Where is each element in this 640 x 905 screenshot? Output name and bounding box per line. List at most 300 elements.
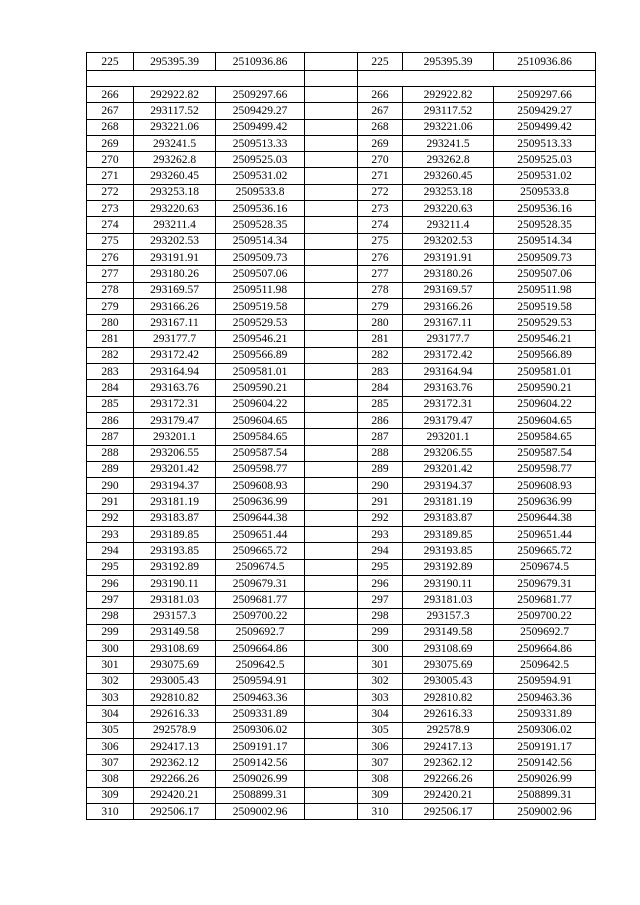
left-point-id-cell: 275 (87, 233, 134, 249)
separator-cell (305, 510, 358, 526)
table-row (87, 217, 596, 233)
left-y-coordinate-cell: 2509306.02 (216, 722, 305, 738)
right-point-id-cell: 283 (358, 364, 403, 380)
separator-cell (305, 641, 358, 657)
left-y-coordinate-cell: 2509529.53 (216, 315, 305, 331)
empty-cell-left (87, 71, 305, 87)
left-point-id-cell: 281 (87, 331, 134, 347)
left-x-coordinate-cell: 293169.57 (134, 282, 216, 298)
separator-cell (305, 87, 358, 103)
left-x-coordinate-cell: 292578.9 (134, 722, 216, 738)
right-x-coordinate-cell: 293253.18 (403, 184, 494, 200)
separator-cell (305, 738, 358, 754)
right-point-id-cell: 295 (358, 559, 403, 575)
table-row (87, 543, 596, 559)
separator-cell (305, 478, 358, 494)
left-point-id-cell: 266 (87, 87, 134, 103)
table-row (87, 168, 596, 184)
right-x-coordinate-cell: 293117.52 (403, 103, 494, 119)
left-point-id-cell: 289 (87, 461, 134, 477)
right-point-id-cell: 287 (358, 429, 403, 445)
table-row (87, 298, 596, 314)
left-x-coordinate-cell: 293157.3 (134, 608, 216, 624)
table-row (87, 738, 596, 754)
table-row (87, 103, 596, 119)
right-y-coordinate-cell: 2509529.53 (494, 315, 596, 331)
table-row (87, 87, 596, 103)
right-x-coordinate-cell: 293262.8 (403, 152, 494, 168)
left-y-coordinate-cell: 2509664.86 (216, 641, 305, 657)
separator-cell (305, 53, 358, 71)
left-x-coordinate-cell: 293262.8 (134, 152, 216, 168)
table-row (87, 641, 596, 657)
left-x-coordinate-cell: 292506.17 (134, 804, 216, 820)
right-x-coordinate-cell: 293075.69 (403, 657, 494, 673)
left-x-coordinate-cell: 293167.11 (134, 315, 216, 331)
right-y-coordinate-cell: 2509531.02 (494, 168, 596, 184)
right-point-id-cell: 268 (358, 119, 403, 135)
left-x-coordinate-cell: 292922.82 (134, 87, 216, 103)
left-y-coordinate-cell: 2509587.54 (216, 445, 305, 461)
table-row (87, 380, 596, 396)
left-point-id-cell: 303 (87, 689, 134, 705)
right-y-coordinate-cell: 2509191.17 (494, 738, 596, 754)
right-y-coordinate-cell: 2509692.7 (494, 624, 596, 640)
left-x-coordinate-cell: 293194.37 (134, 478, 216, 494)
right-point-id-cell: 288 (358, 445, 403, 461)
right-x-coordinate-cell: 293177.7 (403, 331, 494, 347)
table-row (87, 53, 596, 71)
left-point-id-cell: 307 (87, 755, 134, 771)
left-x-coordinate-cell: 293149.58 (134, 624, 216, 640)
table-row (87, 364, 596, 380)
empty-cell-right (358, 71, 596, 87)
right-point-id-cell: 279 (358, 298, 403, 314)
separator-cell (305, 575, 358, 591)
left-x-coordinate-cell: 293202.53 (134, 233, 216, 249)
left-x-coordinate-cell: 293163.76 (134, 380, 216, 396)
left-x-coordinate-cell: 293192.89 (134, 559, 216, 575)
right-y-coordinate-cell: 2509594.91 (494, 673, 596, 689)
left-y-coordinate-cell: 2509528.35 (216, 217, 305, 233)
right-point-id-cell: 305 (358, 722, 403, 738)
right-x-coordinate-cell: 293206.55 (403, 445, 494, 461)
table-row (87, 429, 596, 445)
table-row (87, 445, 596, 461)
right-y-coordinate-cell: 2509536.16 (494, 201, 596, 217)
left-y-coordinate-cell: 2509514.34 (216, 233, 305, 249)
left-y-coordinate-cell: 2509642.5 (216, 657, 305, 673)
left-x-coordinate-cell: 293183.87 (134, 510, 216, 526)
right-point-id-cell: 269 (358, 135, 403, 151)
right-point-id-cell: 290 (358, 478, 403, 494)
right-point-id-cell: 309 (358, 787, 403, 803)
right-x-coordinate-cell: 293202.53 (403, 233, 494, 249)
right-point-id-cell: 303 (358, 689, 403, 705)
table-row (87, 527, 596, 543)
left-y-coordinate-cell: 2509519.58 (216, 298, 305, 314)
left-y-coordinate-cell: 2509644.38 (216, 510, 305, 526)
right-x-coordinate-cell: 293172.31 (403, 396, 494, 412)
table-row (87, 608, 596, 624)
separator-cell (305, 706, 358, 722)
separator-cell (305, 282, 358, 298)
left-y-coordinate-cell: 2509604.22 (216, 396, 305, 412)
left-x-coordinate-cell: 292417.13 (134, 738, 216, 754)
table-row (87, 233, 596, 249)
right-x-coordinate-cell: 293005.43 (403, 673, 494, 689)
right-x-coordinate-cell: 293167.11 (403, 315, 494, 331)
left-point-id-cell: 277 (87, 266, 134, 282)
left-point-id-cell: 225 (87, 53, 134, 71)
right-y-coordinate-cell: 2509566.89 (494, 347, 596, 363)
left-x-coordinate-cell: 292810.82 (134, 689, 216, 705)
right-x-coordinate-cell: 293180.26 (403, 266, 494, 282)
table-row (87, 592, 596, 608)
right-point-id-cell: 294 (358, 543, 403, 559)
right-y-coordinate-cell: 2509499.42 (494, 119, 596, 135)
right-x-coordinate-cell: 292420.21 (403, 787, 494, 803)
right-y-coordinate-cell: 2509584.65 (494, 429, 596, 445)
left-point-id-cell: 269 (87, 135, 134, 151)
table-row (87, 478, 596, 494)
left-x-coordinate-cell: 292616.33 (134, 706, 216, 722)
separator-cell (305, 804, 358, 820)
right-x-coordinate-cell: 293191.91 (403, 249, 494, 265)
separator-cell (305, 135, 358, 151)
right-point-id-cell: 271 (358, 168, 403, 184)
right-y-coordinate-cell: 2509533.8 (494, 184, 596, 200)
table-row (87, 331, 596, 347)
left-y-coordinate-cell: 2509594.91 (216, 673, 305, 689)
right-point-id-cell: 296 (358, 575, 403, 591)
right-y-coordinate-cell: 2509700.22 (494, 608, 596, 624)
left-x-coordinate-cell: 293201.42 (134, 461, 216, 477)
right-point-id-cell: 273 (358, 201, 403, 217)
table-row (87, 249, 596, 265)
table-row (87, 559, 596, 575)
left-x-coordinate-cell: 293177.7 (134, 331, 216, 347)
left-point-id-cell: 304 (87, 706, 134, 722)
separator-cell (305, 673, 358, 689)
right-y-coordinate-cell: 2509463.36 (494, 689, 596, 705)
right-x-coordinate-cell: 293149.58 (403, 624, 494, 640)
left-point-id-cell: 297 (87, 592, 134, 608)
table-row (87, 787, 596, 803)
table-row (87, 494, 596, 510)
left-point-id-cell: 310 (87, 804, 134, 820)
left-point-id-cell: 271 (87, 168, 134, 184)
table-row (87, 461, 596, 477)
left-y-coordinate-cell: 2509513.33 (216, 135, 305, 151)
right-y-coordinate-cell: 2510936.86 (494, 53, 596, 71)
left-point-id-cell: 309 (87, 787, 134, 803)
left-y-coordinate-cell: 2509692.7 (216, 624, 305, 640)
left-y-coordinate-cell: 2509665.72 (216, 543, 305, 559)
right-y-coordinate-cell: 2509581.01 (494, 364, 596, 380)
right-y-coordinate-cell: 2509590.21 (494, 380, 596, 396)
right-x-coordinate-cell: 293164.94 (403, 364, 494, 380)
right-point-id-cell: 266 (358, 87, 403, 103)
right-x-coordinate-cell: 292578.9 (403, 722, 494, 738)
left-x-coordinate-cell: 293189.85 (134, 527, 216, 543)
left-x-coordinate-cell: 295395.39 (134, 53, 216, 71)
right-point-id-cell: 300 (358, 641, 403, 657)
right-y-coordinate-cell: 2509604.65 (494, 412, 596, 428)
right-x-coordinate-cell: 293241.5 (403, 135, 494, 151)
right-x-coordinate-cell: 292417.13 (403, 738, 494, 754)
left-point-id-cell: 272 (87, 184, 134, 200)
separator-cell (305, 201, 358, 217)
right-x-coordinate-cell: 293260.45 (403, 168, 494, 184)
table-row (87, 575, 596, 591)
right-point-id-cell: 285 (358, 396, 403, 412)
right-x-coordinate-cell: 293190.11 (403, 575, 494, 591)
separator-cell (305, 380, 358, 396)
left-y-coordinate-cell: 2509679.31 (216, 575, 305, 591)
separator-cell (305, 592, 358, 608)
left-y-coordinate-cell: 2509674.5 (216, 559, 305, 575)
left-y-coordinate-cell: 2509509.73 (216, 249, 305, 265)
separator-cell (305, 119, 358, 135)
left-y-coordinate-cell: 2509546.21 (216, 331, 305, 347)
right-x-coordinate-cell: 293220.63 (403, 201, 494, 217)
left-y-coordinate-cell: 2509598.77 (216, 461, 305, 477)
left-point-id-cell: 287 (87, 429, 134, 445)
separator-cell (305, 315, 358, 331)
right-x-coordinate-cell: 293189.85 (403, 527, 494, 543)
right-x-coordinate-cell: 292616.33 (403, 706, 494, 722)
right-y-coordinate-cell: 2509598.77 (494, 461, 596, 477)
left-y-coordinate-cell: 2509002.96 (216, 804, 305, 820)
right-point-id-cell: 291 (358, 494, 403, 510)
table-row (87, 412, 596, 428)
right-y-coordinate-cell: 2509507.06 (494, 266, 596, 282)
separator-cell (305, 445, 358, 461)
left-y-coordinate-cell: 2509507.06 (216, 266, 305, 282)
right-point-id-cell: 293 (358, 527, 403, 543)
table-row (87, 771, 596, 787)
right-point-id-cell: 278 (358, 282, 403, 298)
right-y-coordinate-cell: 2509644.38 (494, 510, 596, 526)
left-y-coordinate-cell: 2509604.65 (216, 412, 305, 428)
right-point-id-cell: 267 (358, 103, 403, 119)
left-point-id-cell: 296 (87, 575, 134, 591)
separator-cell (305, 755, 358, 771)
right-point-id-cell: 282 (358, 347, 403, 363)
right-point-id-cell: 270 (358, 152, 403, 168)
right-y-coordinate-cell: 2509429.27 (494, 103, 596, 119)
left-point-id-cell: 308 (87, 771, 134, 787)
left-x-coordinate-cell: 292266.26 (134, 771, 216, 787)
right-y-coordinate-cell: 2509608.93 (494, 478, 596, 494)
table-row (87, 152, 596, 168)
left-point-id-cell: 283 (87, 364, 134, 380)
left-x-coordinate-cell: 293181.03 (134, 592, 216, 608)
left-y-coordinate-cell: 2509590.21 (216, 380, 305, 396)
left-y-coordinate-cell: 2509566.89 (216, 347, 305, 363)
separator-cell (305, 249, 358, 265)
left-x-coordinate-cell: 293172.42 (134, 347, 216, 363)
right-point-id-cell: 274 (358, 217, 403, 233)
right-x-coordinate-cell: 293172.42 (403, 347, 494, 363)
left-point-id-cell: 295 (87, 559, 134, 575)
left-x-coordinate-cell: 293191.91 (134, 249, 216, 265)
left-y-coordinate-cell: 2509142.56 (216, 755, 305, 771)
left-x-coordinate-cell: 293181.19 (134, 494, 216, 510)
separator-cell (305, 608, 358, 624)
right-y-coordinate-cell: 2509679.31 (494, 575, 596, 591)
right-y-coordinate-cell: 2509513.33 (494, 135, 596, 151)
right-point-id-cell: 299 (358, 624, 403, 640)
right-x-coordinate-cell: 293163.76 (403, 380, 494, 396)
right-point-id-cell: 281 (358, 331, 403, 347)
right-y-coordinate-cell: 2509519.58 (494, 298, 596, 314)
table-row (87, 624, 596, 640)
separator-cell (305, 184, 358, 200)
separator-cell (305, 298, 358, 314)
left-y-coordinate-cell: 2509608.93 (216, 478, 305, 494)
right-x-coordinate-cell: 293181.03 (403, 592, 494, 608)
left-x-coordinate-cell: 293201.1 (134, 429, 216, 445)
right-x-coordinate-cell: 293221.06 (403, 119, 494, 135)
separator-cell (305, 103, 358, 119)
left-point-id-cell: 292 (87, 510, 134, 526)
left-x-coordinate-cell: 293193.85 (134, 543, 216, 559)
table-row (87, 689, 596, 705)
right-point-id-cell: 304 (358, 706, 403, 722)
table-row (87, 282, 596, 298)
right-point-id-cell: 308 (358, 771, 403, 787)
table-row (87, 266, 596, 282)
left-point-id-cell: 273 (87, 201, 134, 217)
right-y-coordinate-cell: 2509297.66 (494, 87, 596, 103)
right-point-id-cell: 280 (358, 315, 403, 331)
left-y-coordinate-cell: 2510936.86 (216, 53, 305, 71)
right-x-coordinate-cell: 293211.4 (403, 217, 494, 233)
right-y-coordinate-cell: 2509525.03 (494, 152, 596, 168)
left-y-coordinate-cell: 2509331.89 (216, 706, 305, 722)
left-y-coordinate-cell: 2509525.03 (216, 152, 305, 168)
left-point-id-cell: 280 (87, 315, 134, 331)
right-y-coordinate-cell: 2509651.44 (494, 527, 596, 543)
left-x-coordinate-cell: 293164.94 (134, 364, 216, 380)
separator-cell (305, 559, 358, 575)
separator-cell (305, 331, 358, 347)
separator-cell (305, 461, 358, 477)
left-x-coordinate-cell: 293005.43 (134, 673, 216, 689)
right-x-coordinate-cell: 293183.87 (403, 510, 494, 526)
separator-cell (305, 689, 358, 705)
separator-cell (305, 266, 358, 282)
right-x-coordinate-cell: 293157.3 (403, 608, 494, 624)
right-y-coordinate-cell: 2509681.77 (494, 592, 596, 608)
separator-cell (305, 543, 358, 559)
left-x-coordinate-cell: 293075.69 (134, 657, 216, 673)
left-y-coordinate-cell: 2509700.22 (216, 608, 305, 624)
table-row (87, 396, 596, 412)
table-row (87, 804, 596, 820)
right-y-coordinate-cell: 2509511.98 (494, 282, 596, 298)
left-x-coordinate-cell: 293190.11 (134, 575, 216, 591)
left-point-id-cell: 285 (87, 396, 134, 412)
right-y-coordinate-cell: 2509306.02 (494, 722, 596, 738)
left-x-coordinate-cell: 293221.06 (134, 119, 216, 135)
left-y-coordinate-cell: 2509581.01 (216, 364, 305, 380)
separator-cell (305, 347, 358, 363)
left-point-id-cell: 284 (87, 380, 134, 396)
left-point-id-cell: 274 (87, 217, 134, 233)
right-x-coordinate-cell: 292266.26 (403, 771, 494, 787)
right-x-coordinate-cell: 292922.82 (403, 87, 494, 103)
left-point-id-cell: 282 (87, 347, 134, 363)
left-y-coordinate-cell: 2509511.98 (216, 282, 305, 298)
table-row (87, 722, 596, 738)
separator-cell (305, 364, 358, 380)
right-y-coordinate-cell: 2509514.34 (494, 233, 596, 249)
separator-cell (305, 217, 358, 233)
right-point-id-cell: 301 (358, 657, 403, 673)
table-row (87, 347, 596, 363)
table-row (87, 315, 596, 331)
empty-row (87, 71, 596, 87)
left-point-id-cell: 306 (87, 738, 134, 754)
right-y-coordinate-cell: 2509587.54 (494, 445, 596, 461)
separator-cell (305, 527, 358, 543)
right-y-coordinate-cell: 2508899.31 (494, 787, 596, 803)
separator-cell (305, 168, 358, 184)
table-row (87, 119, 596, 135)
left-point-id-cell: 268 (87, 119, 134, 135)
right-y-coordinate-cell: 2509026.99 (494, 771, 596, 787)
left-x-coordinate-cell: 293220.63 (134, 201, 216, 217)
separator-cell (305, 429, 358, 445)
left-y-coordinate-cell: 2509533.8 (216, 184, 305, 200)
table-row (87, 201, 596, 217)
table-row (87, 755, 596, 771)
table-row (87, 706, 596, 722)
left-point-id-cell: 302 (87, 673, 134, 689)
left-point-id-cell: 293 (87, 527, 134, 543)
left-point-id-cell: 299 (87, 624, 134, 640)
left-x-coordinate-cell: 293241.5 (134, 135, 216, 151)
empty-separator-cell (305, 71, 358, 87)
right-x-coordinate-cell: 293201.42 (403, 461, 494, 477)
right-y-coordinate-cell: 2509674.5 (494, 559, 596, 575)
right-x-coordinate-cell: 293169.57 (403, 282, 494, 298)
left-y-coordinate-cell: 2509191.17 (216, 738, 305, 754)
right-x-coordinate-cell: 292506.17 (403, 804, 494, 820)
right-point-id-cell: 289 (358, 461, 403, 477)
left-x-coordinate-cell: 292362.12 (134, 755, 216, 771)
left-point-id-cell: 298 (87, 608, 134, 624)
left-point-id-cell: 290 (87, 478, 134, 494)
left-point-id-cell: 288 (87, 445, 134, 461)
left-point-id-cell: 301 (87, 657, 134, 673)
right-x-coordinate-cell: 295395.39 (403, 53, 494, 71)
left-x-coordinate-cell: 293179.47 (134, 412, 216, 428)
left-x-coordinate-cell: 292420.21 (134, 787, 216, 803)
left-y-coordinate-cell: 2509499.42 (216, 119, 305, 135)
left-point-id-cell: 286 (87, 412, 134, 428)
separator-cell (305, 396, 358, 412)
right-x-coordinate-cell: 293194.37 (403, 478, 494, 494)
right-y-coordinate-cell: 2509636.99 (494, 494, 596, 510)
right-y-coordinate-cell: 2509604.22 (494, 396, 596, 412)
left-point-id-cell: 270 (87, 152, 134, 168)
left-y-coordinate-cell: 2509429.27 (216, 103, 305, 119)
right-y-coordinate-cell: 2509509.73 (494, 249, 596, 265)
